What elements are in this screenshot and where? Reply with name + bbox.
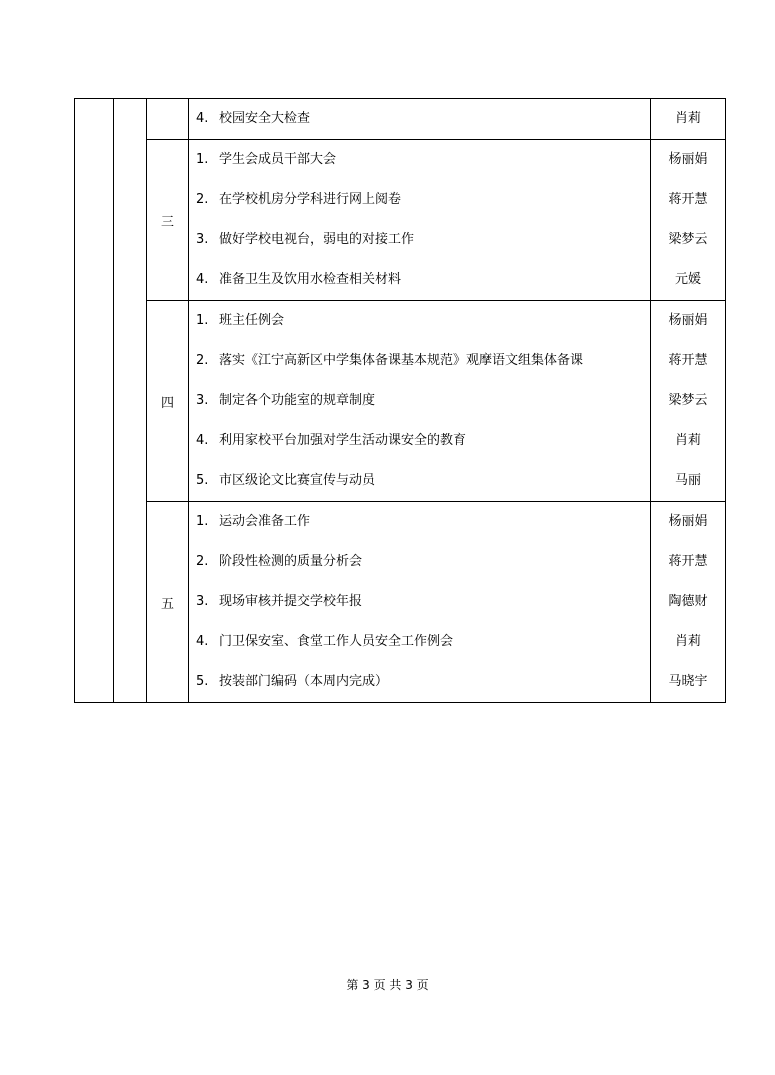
task-line (196, 582, 650, 622)
task-text: 门卫保安室、食堂工作人员安全工作例会 (219, 634, 454, 649)
task-number: 1. (196, 514, 209, 529)
task-line (196, 461, 650, 501)
task-cell (189, 140, 651, 301)
task-line (196, 301, 650, 341)
task-text: 做好学校电视台，弱电的对接工作 (219, 232, 415, 247)
task-line (196, 622, 650, 662)
task-line (196, 502, 650, 542)
weekday-cell (147, 99, 189, 140)
task-line (196, 662, 650, 702)
task-line (196, 99, 650, 139)
person-name: 马晓宇 (668, 674, 708, 689)
task-number: 1. (196, 313, 209, 328)
task-text: 现场审核并提交学校年报 (219, 594, 363, 609)
task-number: 2. (196, 192, 209, 207)
task-number: 1. (196, 152, 209, 167)
task-number: 3. (196, 594, 209, 609)
person-cell (651, 99, 726, 140)
task-number: 3. (196, 232, 209, 247)
task-number: 4. (196, 634, 209, 649)
task-cell (189, 301, 651, 502)
person-cell (651, 301, 726, 502)
task-text: 阶段性检测的质量分析会 (219, 554, 363, 569)
task-line (196, 260, 650, 300)
schedule-table (74, 98, 726, 703)
task-number: 2. (196, 554, 209, 569)
schedule-group-row (75, 502, 726, 703)
person-name: 梁梦云 (668, 232, 708, 247)
task-cell (189, 502, 651, 703)
blank-col-2 (114, 99, 147, 703)
task-line (196, 421, 650, 461)
person-name: 梁梦云 (668, 393, 708, 408)
task-line (196, 341, 650, 381)
task-text: 运动会准备工作 (219, 514, 311, 529)
person-name: 蒋开慧 (668, 192, 708, 207)
task-line (196, 140, 650, 180)
task-text: 准备卫生及饮用水检查相关材料 (219, 272, 402, 287)
task-text: 学生会成员干部大会 (219, 152, 337, 167)
task-number: 4. (196, 272, 209, 287)
task-number: 5. (196, 473, 209, 488)
weekday-cell: 三 (147, 140, 189, 301)
task-text: 落实《江宁高新区中学集体备课基本规范》观摩语文组集体备课 (219, 353, 584, 368)
person-cell (651, 502, 726, 703)
task-number: 4. (196, 111, 209, 126)
task-text: 在学校机房分学科进行网上阅卷 (219, 192, 402, 207)
task-text: 按装部门编码（本周内完成） (219, 674, 389, 689)
task-line (196, 542, 650, 582)
task-number: 2. (196, 353, 209, 368)
person-name: 马丽 (674, 473, 701, 488)
person-name: 肖莉 (674, 111, 701, 126)
blank-col-1 (75, 99, 114, 703)
person-name: 肖莉 (674, 433, 701, 448)
task-cell (189, 99, 651, 140)
schedule-group-row (75, 140, 726, 301)
person-name: 杨丽娟 (668, 313, 708, 328)
person-name: 蒋开慧 (668, 353, 708, 368)
person-name: 杨丽娟 (668, 514, 708, 529)
person-name: 元媛 (674, 272, 701, 287)
weekday-cell: 四 (147, 301, 189, 502)
task-line (196, 381, 650, 421)
schedule-group-row (75, 301, 726, 502)
person-name: 蒋开慧 (668, 554, 708, 569)
task-number: 5. (196, 674, 209, 689)
page-footer: 第 3 页 共 3 页 (346, 978, 429, 992)
task-text: 班主任例会 (219, 313, 285, 328)
person-cell (651, 140, 726, 301)
person-name: 肖莉 (674, 634, 701, 649)
task-number: 4. (196, 433, 209, 448)
task-line (196, 180, 650, 220)
task-number: 3. (196, 393, 209, 408)
person-name: 陶德财 (668, 594, 708, 609)
task-text: 制定各个功能室的规章制度 (219, 393, 376, 408)
schedule-group-row (75, 99, 726, 140)
task-text: 校园安全大检查 (219, 111, 311, 126)
task-text: 利用家校平台加强对学生活动课安全的教育 (219, 433, 467, 448)
task-text: 市区级论文比赛宣传与动员 (219, 473, 376, 488)
weekday-cell: 五 (147, 502, 189, 703)
person-name: 杨丽娟 (668, 152, 708, 167)
task-line (196, 220, 650, 260)
